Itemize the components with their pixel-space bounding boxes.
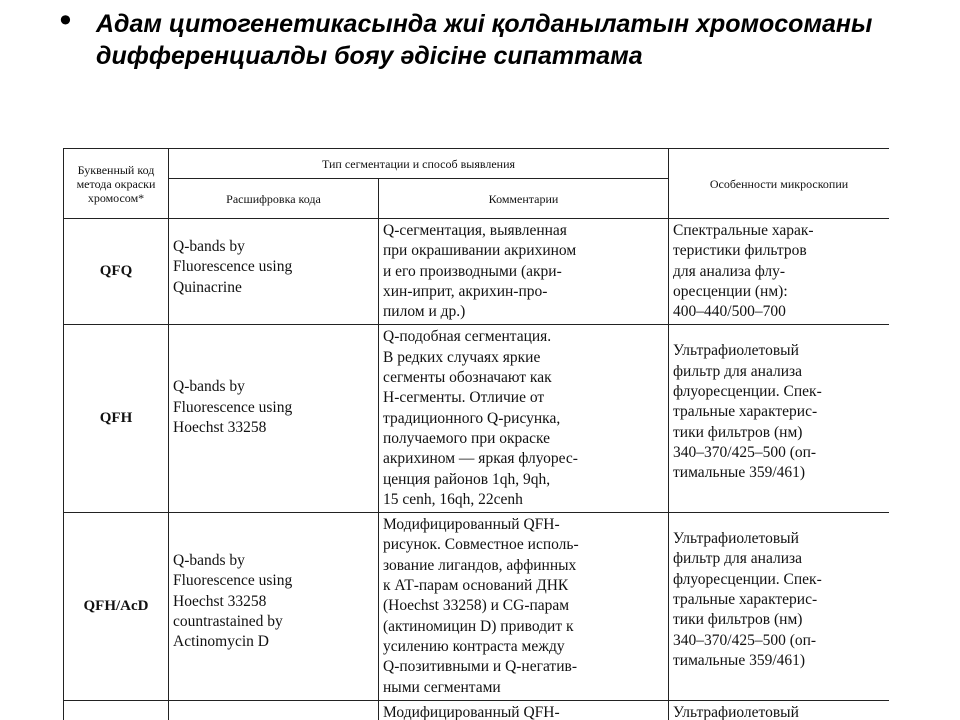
row-code: QFQ bbox=[64, 219, 169, 325]
table-row bbox=[64, 325, 890, 513]
row-comment: Q-подобная сегментация. В редких случаях яркие сегменты обозначают как H-сегменты. Отличие от традиционного Q-рисунка, получаемого при окраске акрихином — яркая флуорес- ценция районов 1qh, 9qh, 15 cenh, 16qh, 22cenh bbox=[379, 325, 669, 513]
header-code: Буквенный код метода окраски хромосом* bbox=[64, 149, 169, 219]
row-decode: Q-bands by Fluorescence using Hoechst 33258 countrastained by Actinomycin D bbox=[169, 513, 379, 701]
row-comment: Модифицированный QFH- рисунок. Совместное исполь- зование лигандов, аффинных к АТ-парам оснований ДНК (Hoechst 33258) и CG-парам (актиномицин D) приводит к усилению контраста между Q-позитивными и Q-негатив- ными сегментами bbox=[379, 513, 669, 701]
row-decode bbox=[169, 700, 379, 720]
row-microscopy: Ультрафиолетовый фильтр для анализа флуоресценции. Спек- тральные характерис- тики фильтров (нм) 340–370/425–500 (оп- тимальные 359/461) bbox=[669, 325, 889, 513]
row-code: QFH/AcD bbox=[64, 513, 169, 701]
row-code: QFH bbox=[64, 325, 169, 513]
header-group: Тип сегментации и способ выявления bbox=[169, 149, 669, 179]
row-code bbox=[64, 700, 169, 720]
table-container bbox=[63, 148, 889, 720]
row-comment: Модифицированный QFH- bbox=[379, 700, 669, 720]
table-row bbox=[64, 219, 890, 325]
table-row bbox=[64, 700, 890, 720]
bullet-marker: • bbox=[56, 2, 75, 40]
row-comment: Q-сегментация, выявленная при окрашивании акрихином и его производными (акри- хин-иприт, акрихин-про- пилом и др.) bbox=[379, 219, 669, 325]
header-decode: Расшифровка кода bbox=[169, 179, 379, 219]
header-microscopy: Особенности микроскопии bbox=[669, 149, 889, 219]
table-row bbox=[64, 513, 890, 701]
row-microscopy: Ультрафиолетовый bbox=[669, 700, 889, 720]
row-microscopy: Спектральные харак- теристики фильтров для анализа флу- оресценции (нм): 400–440/500–700 bbox=[669, 219, 889, 325]
slide-title: Адам цитогенетикасында жиі қолданылатын хромосоманы дифференциалды бояу әдісіне сипаттама bbox=[96, 10, 873, 70]
row-microscopy: Ультрафиолетовый фильтр для анализа флуоресценции. Спек- тральные характерис- тики фильтров (нм) 340–370/425–500 (оп- тимальные 359/461) bbox=[669, 513, 889, 701]
header-comment: Комментарии bbox=[379, 179, 669, 219]
row-decode: Q-bands by Fluorescence using Quinacrine bbox=[169, 219, 379, 325]
row-decode: Q-bands by Fluorescence using Hoechst 33258 bbox=[169, 325, 379, 513]
staining-methods-table bbox=[63, 148, 889, 720]
